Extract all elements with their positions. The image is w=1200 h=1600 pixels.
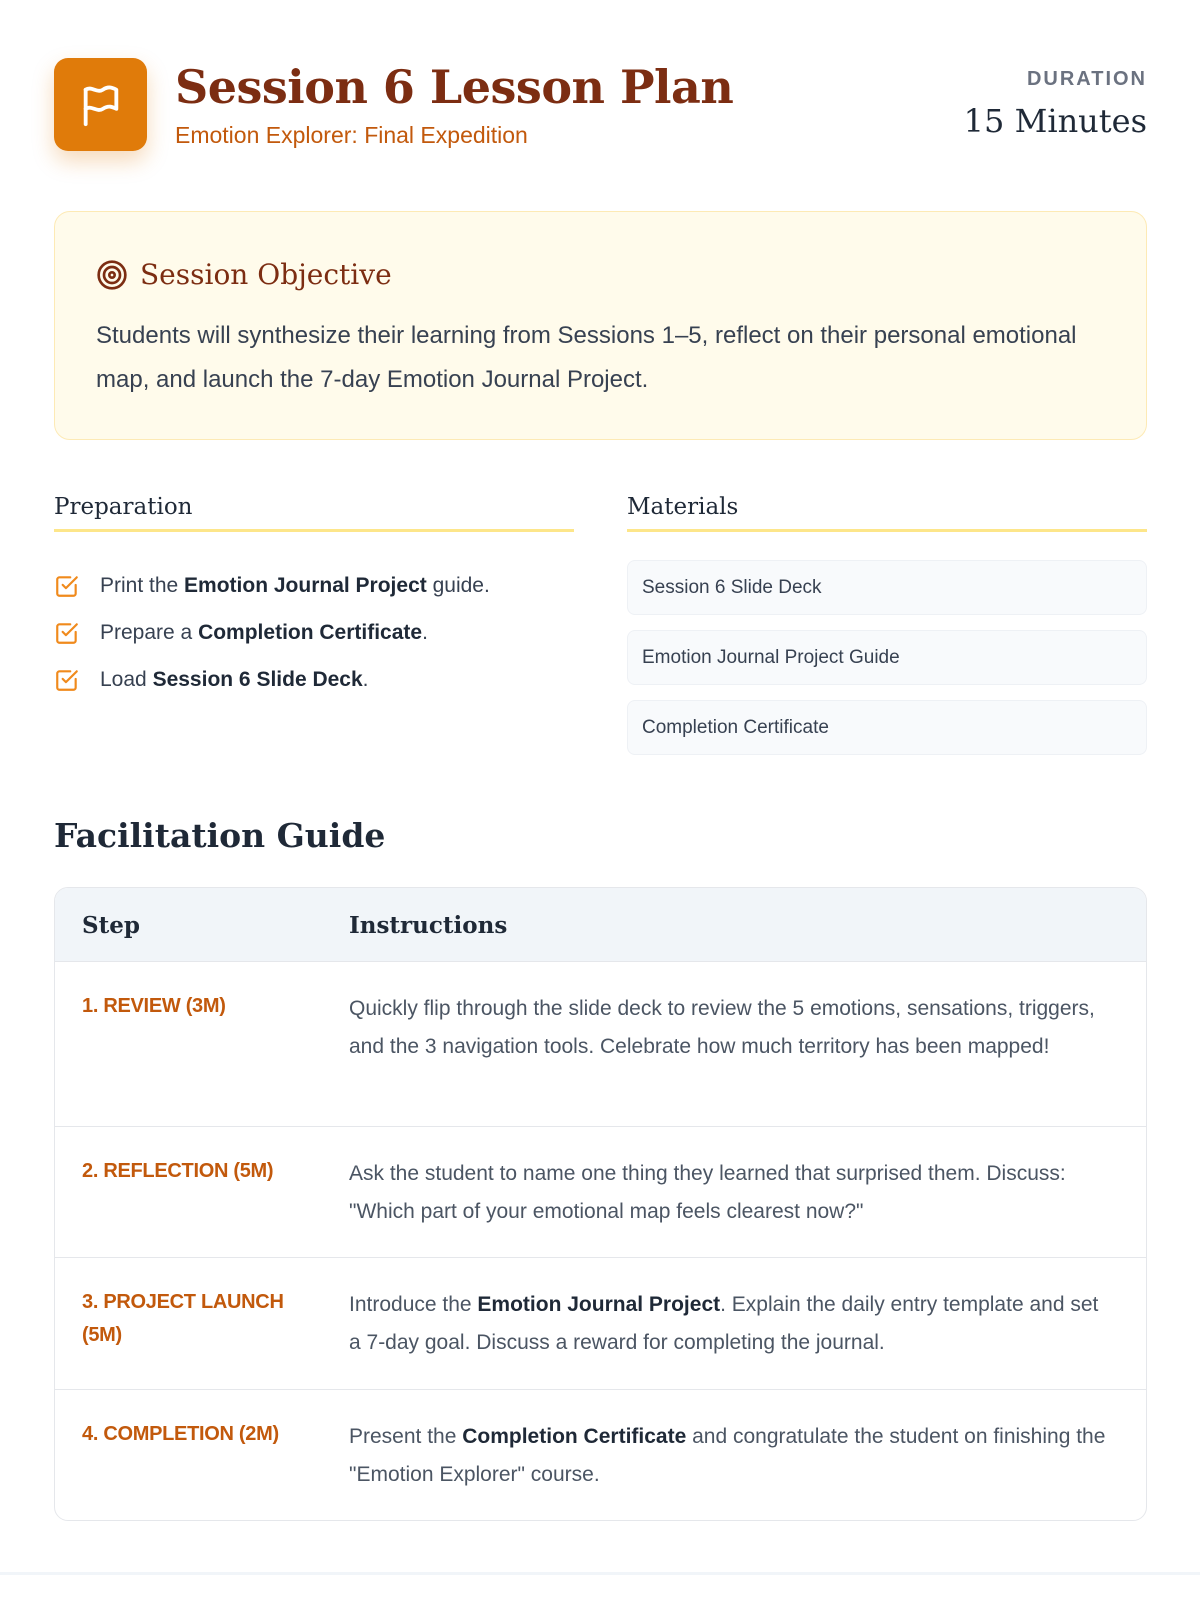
table-header <box>55 888 1146 962</box>
header <box>54 58 1147 158</box>
checkbox-checked-icon <box>54 573 80 599</box>
column-header-step: Step <box>82 912 140 939</box>
step-instructions: Present the Completion Certificate and congratulate the student on finishing the "Emotion Explorer" course. <box>349 1425 1106 1486</box>
duration-value: 15 Minutes <box>963 102 1147 140</box>
logo <box>54 58 147 151</box>
target-icon <box>96 259 128 291</box>
preparation-list <box>54 562 574 703</box>
table-row <box>55 1258 1146 1390</box>
checkbox-checked-icon <box>54 620 80 646</box>
step-label: 2. REFLECTION (5M) <box>82 1160 274 1182</box>
preparation-title: Preparation <box>54 494 574 532</box>
step-label: 3. PROJECT LAUNCH (5M) <box>82 1291 284 1346</box>
checkbox-checked-icon <box>54 667 80 693</box>
flag-icon <box>78 82 124 128</box>
table-row <box>55 1390 1146 1520</box>
footer-divider <box>0 1572 1200 1575</box>
session-objective-card <box>54 211 1147 440</box>
facilitation-table <box>54 887 1147 1521</box>
objective-text: Students will synthesize their learning from Sessions 1–5, reflect on their personal emotional map, and launch the 7-day Emotion Journal Project. <box>96 322 1077 393</box>
materials-title: Materials <box>627 494 1147 532</box>
duration-label: DURATION <box>1026 68 1147 90</box>
table-row <box>55 962 1146 1127</box>
preparation-item <box>54 656 574 703</box>
materials-list <box>627 560 1147 755</box>
step-label: 1. REVIEW (3M) <box>82 995 226 1017</box>
column-header-instructions: Instructions <box>349 912 508 939</box>
objective-heading <box>96 258 392 291</box>
facilitation-title: Facilitation Guide <box>54 816 386 855</box>
step-instructions: Introduce the Emotion Journal Project. Explain the daily entry template and set a 7-day goal. Discuss a reward for completing the journal. <box>349 1293 1099 1354</box>
objective-title: Session Objective <box>140 258 392 291</box>
page-subtitle: Emotion Explorer: Final Expedition <box>175 122 528 148</box>
table-row <box>55 1127 1146 1258</box>
material-item: Session 6 Slide Deck <box>627 560 1147 615</box>
step-label: 4. COMPLETION (2M) <box>82 1423 279 1445</box>
preparation-text: Load Session 6 Slide Deck. <box>100 667 369 691</box>
step-instructions: Ask the student to name one thing they learned that surprised them. Discuss: "Which part of your emotional map feels clearest now?" <box>349 1162 1066 1223</box>
preparation-section <box>54 494 574 703</box>
material-item: Emotion Journal Project Guide <box>627 630 1147 685</box>
preparation-text: Prepare a Completion Certificate. <box>100 620 428 644</box>
page-title: Session 6 Lesson Plan <box>175 60 734 114</box>
preparation-text: Print the Emotion Journal Project guide. <box>100 573 490 597</box>
step-instructions: Quickly flip through the slide deck to review the 5 emotions, sensations, triggers, and the 3 navigation tools. Celebrate how much territory has been mapped! <box>349 997 1095 1058</box>
material-item: Completion Certificate <box>627 700 1147 755</box>
preparation-item <box>54 562 574 609</box>
materials-section <box>627 494 1147 770</box>
preparation-item <box>54 609 574 656</box>
